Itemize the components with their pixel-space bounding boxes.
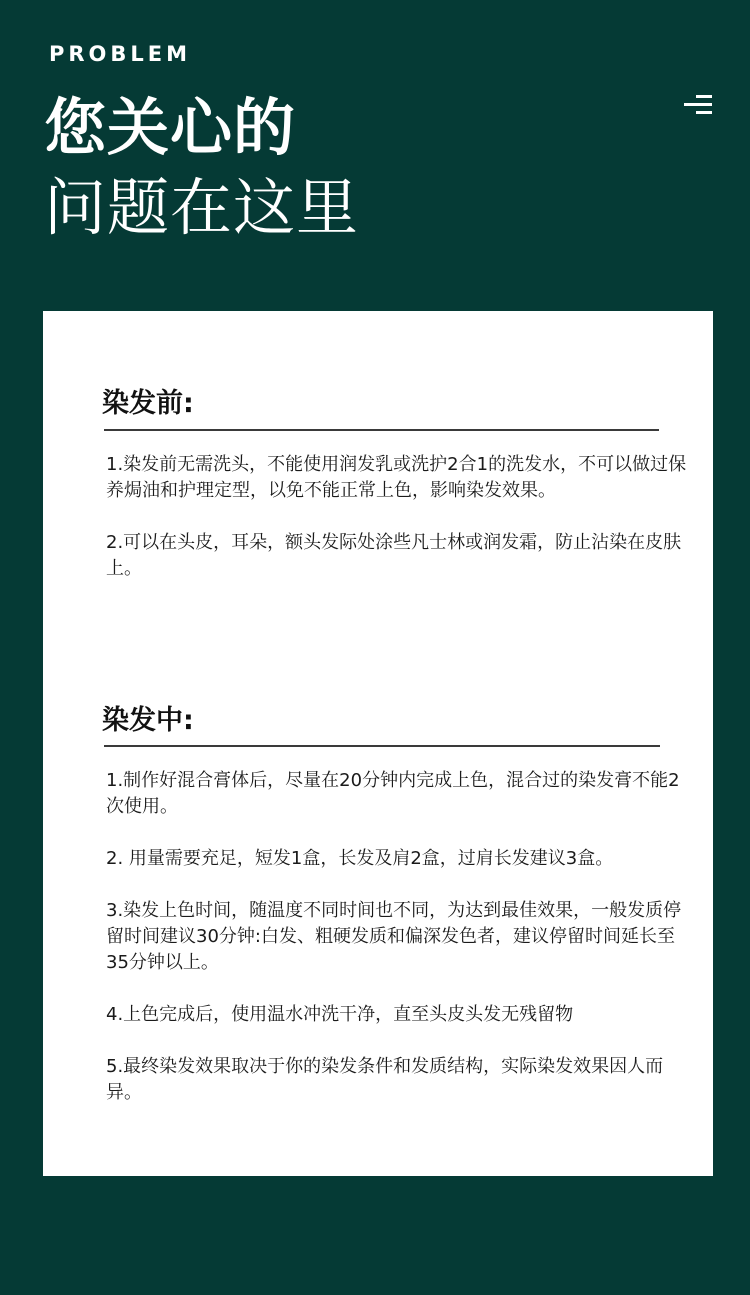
page-title-light: 问题在这里	[44, 171, 360, 244]
list-item: 2.可以在头皮，耳朵，额头发际处涂些凡士林或润发霜，防止沾染在皮肤上。	[106, 532, 682, 579]
list-item: 1.染发前无需洗头，不能使用润发乳或洗护2合1的洗发水，不可以做过保养焗油和护理定型，以免不能正常上色，影响染发效果。	[106, 454, 687, 501]
list-item: 2. 用量需要充足，短发1盒，长发及肩2盒，过肩长发建议3盒。	[106, 848, 614, 869]
list-item: 3.染发上色时间，随温度不同时间也不同，为达到最佳效果，一般发质停留时间建议30分钟:白发、粗硬发质和偏深发色者，建议停留时间延长至35分钟以上。	[106, 900, 682, 973]
list-item: 4.上色完成后，使用温水冲洗干净，直至头皮头发无残留物	[106, 1004, 574, 1025]
section-heading-before: 染发前:	[102, 388, 194, 419]
list-item: 5.最终染发效果取决于你的染发条件和发质结构，实际染发效果因人而异。	[106, 1056, 664, 1103]
content-card	[43, 311, 713, 1176]
section-list-during	[106, 768, 696, 1106]
section-divider-during	[104, 745, 660, 747]
page-title-bold: 您关心的	[44, 91, 297, 164]
section-heading-during: 染发中:	[102, 705, 194, 736]
section-list-before	[106, 452, 691, 582]
menu-icon[interactable]	[684, 95, 712, 115]
list-item: 1.制作好混合膏体后，尽量在20分钟内完成上色，混合过的染发膏不能2次使用。	[106, 770, 680, 817]
section-divider-before	[104, 429, 659, 431]
section-eyebrow: PROBLEM	[49, 42, 192, 66]
